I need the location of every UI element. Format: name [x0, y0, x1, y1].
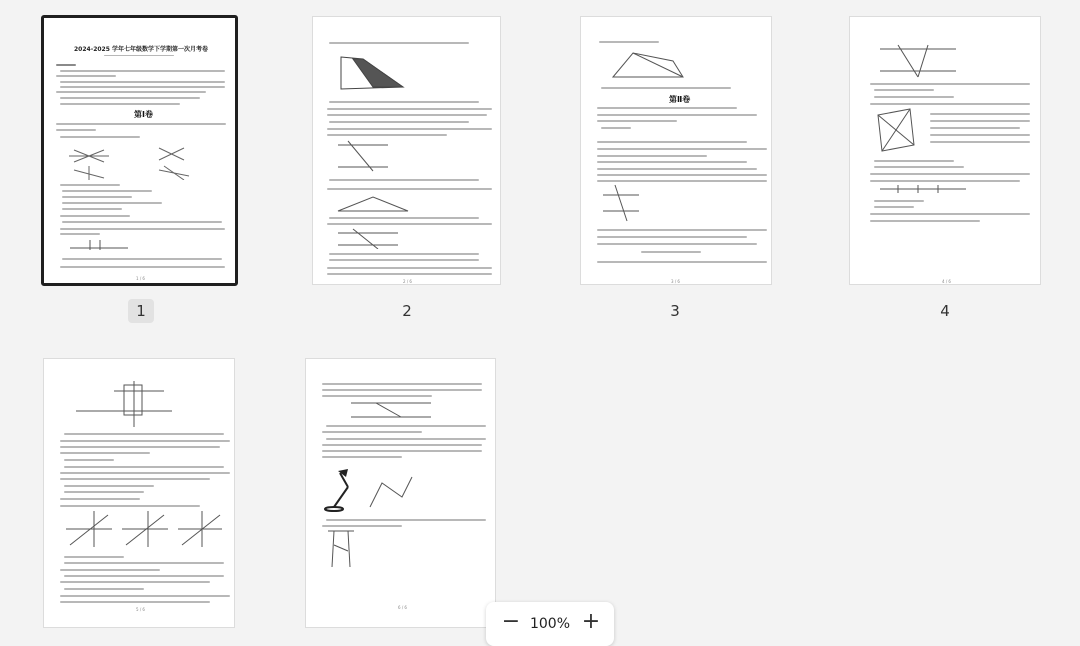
page-2-shaded-figure: [333, 47, 413, 97]
page-4-parallel-figure: [878, 43, 958, 79]
page-1-figure-options: [64, 140, 214, 180]
page-3-footer: 3 / 6: [671, 279, 680, 284]
page-thumbnail-6[interactable]: [305, 358, 496, 628]
page-6-footer: 6 / 6: [398, 605, 407, 610]
page-3-intersecting-lines-figure: [601, 183, 641, 223]
page-number-4[interactable]: 4: [940, 302, 950, 320]
page-thumbnail-3[interactable]: [580, 16, 772, 285]
page-5-figure: [74, 381, 174, 429]
page-5-footer: 5 / 6: [136, 607, 145, 612]
zoom-level: 100%: [529, 616, 571, 632]
zoom-control: [486, 602, 614, 646]
page-3-quadrilateral-figure: [603, 47, 693, 83]
page-number-2[interactable]: 2: [402, 302, 412, 320]
page-number-3[interactable]: 3: [670, 302, 680, 320]
page-3-section-title: 第Ⅱ卷: [669, 95, 691, 104]
page-5-three-diagrams: [64, 509, 224, 549]
page-number-1[interactable]: 1: [128, 299, 154, 323]
page-1-title: 2024-2025 学年七年级数学下学期第一次月考卷: [74, 46, 208, 53]
page-1-number-line: [70, 236, 130, 254]
page-4-rectangle-figure: [870, 105, 920, 155]
page-6-top-figure: [346, 399, 436, 421]
page-1-footer: 1 / 6: [136, 276, 145, 281]
page-thumbnail-2[interactable]: [312, 16, 501, 285]
zoom-out-button[interactable]: −: [501, 609, 521, 634]
page-2-footer: 2 / 6: [403, 279, 412, 284]
page-2-lines-figure: [333, 227, 403, 249]
page-thumbnail-5[interactable]: [43, 358, 235, 628]
page-thumbnail-4[interactable]: [849, 16, 1041, 285]
page-6-bottom-figure: [326, 527, 356, 571]
page-4-number-line: [878, 183, 968, 195]
page-2-parallel-figure: [333, 139, 393, 173]
page-thumbnail-1[interactable]: [41, 15, 238, 286]
page-2-triangle-figure: [333, 193, 413, 215]
page-6-lamp-figure: [322, 467, 422, 513]
zoom-in-button[interactable]: +: [581, 609, 601, 634]
page-4-footer: 4 / 6: [942, 279, 951, 284]
page-1-section-title: 第Ⅰ卷: [134, 110, 153, 119]
